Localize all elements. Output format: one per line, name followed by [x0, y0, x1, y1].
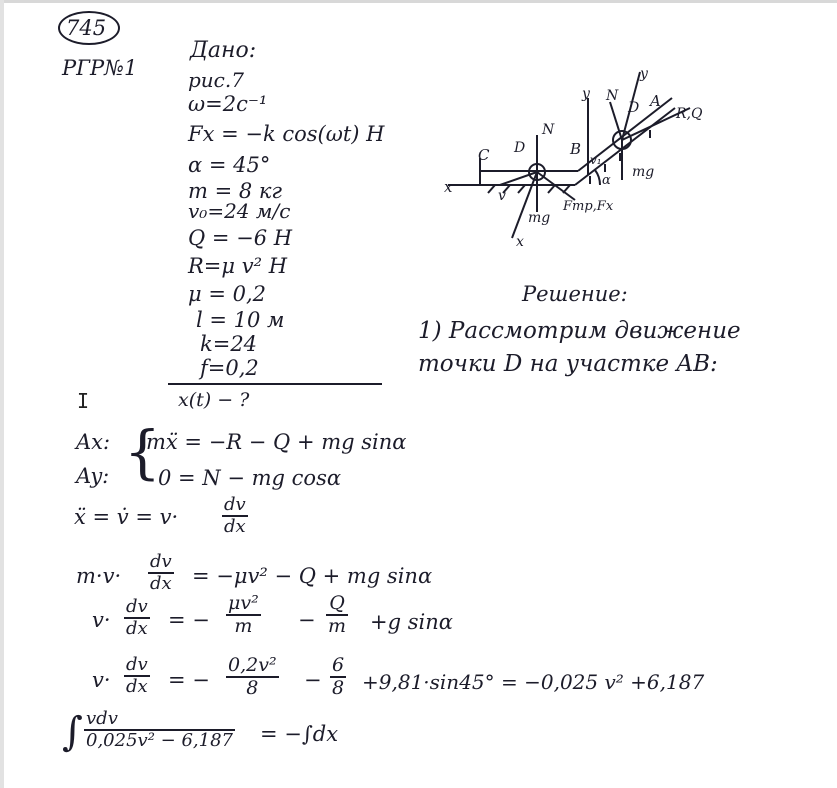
eq5-minus: − [298, 608, 316, 632]
eq6-coef-v2: 0,2v² [228, 654, 277, 676]
eq5-m2: m [328, 614, 347, 637]
eq5-left: v· [92, 608, 111, 632]
given-line-f: f=0,2 [200, 356, 259, 380]
eq3-den: dx [224, 515, 246, 537]
eq6-eight-b: 8 [332, 676, 345, 699]
label-rq: R,Q [676, 106, 703, 122]
integral-right: = −∫dx [260, 722, 339, 746]
given-line-l: l = 10 м [196, 308, 285, 332]
label-friction-force: Fтр,Fx [563, 199, 614, 214]
integral-fraction [84, 710, 235, 751]
system-eq2: 0 = N − mg cosα [158, 466, 342, 490]
integral-num: vdv [84, 710, 235, 731]
eq5-fraction-muv2 [226, 594, 261, 637]
given-line-fig: рис.7 [188, 68, 244, 92]
eq5-tail: +g sinα [370, 610, 453, 634]
eq4-right: = −μv² − Q + mg sinα [192, 564, 433, 588]
eq5-num: dv [126, 596, 148, 617]
ax-label: Ax: [76, 430, 111, 454]
label-d-right: D [628, 100, 640, 116]
ay-label: Ay: [76, 464, 110, 488]
eq5-q: Q [326, 594, 348, 616]
label-mg-right: mg [632, 164, 655, 180]
eq4-fraction [148, 553, 174, 594]
eq5-muv2: μv² [228, 592, 259, 614]
angle-arc [595, 170, 600, 185]
given-title: Дано: [190, 38, 257, 63]
label-mg-left: mg [528, 210, 551, 226]
problem-number: 745 [66, 16, 107, 40]
label-v1: v₁ [590, 153, 602, 167]
eq6-minus: − [304, 668, 322, 692]
integral-sign: ∫ [62, 709, 83, 755]
eq5-den: dx [126, 617, 148, 639]
given-line-alpha: α = 45° [188, 153, 271, 177]
find-line: x(t) − ? [178, 389, 250, 411]
eq4-left: m·v· [76, 564, 122, 588]
integral-den: 0,025v² − 6,187 [86, 729, 233, 751]
given-line-r: R=μ v² H [188, 254, 288, 278]
given-line-mu: μ = 0,2 [188, 282, 266, 306]
label-n-right: N [606, 88, 619, 104]
eq5-fraction-dvdx [124, 598, 150, 639]
label-d-left: D [514, 140, 526, 156]
label-x-inclined: x [516, 234, 524, 250]
eq6-num: dv [126, 654, 148, 675]
x-axis-inclined [512, 172, 537, 238]
eq6-den: dx [126, 675, 148, 697]
label-y-incline: y [640, 66, 648, 82]
hatch [488, 185, 495, 193]
label-v: v [498, 188, 506, 204]
solution-step1-line1: 1) Рассмотрим движение [418, 318, 741, 344]
eq5-m1: m [234, 614, 253, 637]
eq6-fraction-dvdx [124, 656, 150, 697]
given-line-q: Q = −6 H [188, 226, 293, 250]
given-line-mass: m = 8 кг [188, 179, 283, 203]
eq4-den: dx [150, 572, 172, 594]
system-brace: { [124, 418, 161, 486]
eq6-eight-a: 8 [246, 676, 259, 699]
label-alpha: α [602, 173, 611, 188]
label-x-horizontal: x [444, 178, 453, 196]
eq6-fraction-six [330, 656, 346, 699]
eq6-tail: +9,81·sin45° = −0,025 v² +6,187 [362, 670, 705, 694]
given-line-k: k=24 [200, 332, 258, 356]
given-line-v0: v₀=24 м/с [188, 199, 291, 223]
hatch [518, 185, 525, 193]
eq3-fraction [222, 496, 248, 537]
eq5-mid: = − [168, 608, 210, 632]
eq6-mid: = − [168, 668, 210, 692]
eq5-fraction-qm [326, 594, 348, 637]
label-n-left: N [542, 122, 555, 138]
work-label: РГР№1 [62, 56, 138, 80]
system-eq1: mẍ = −R − Q + mg sinα [146, 430, 407, 454]
hatch [548, 185, 555, 193]
solution-step1-line2: точки D на участке AB: [418, 351, 718, 377]
label-b: B [570, 140, 582, 158]
label-c: C [478, 146, 490, 164]
solution-title: Решение: [522, 282, 628, 306]
given-line-omega: ω=2с⁻¹ [188, 92, 268, 116]
label-y-vertical: y [582, 86, 590, 102]
eq3-num: dv [224, 494, 246, 515]
given-line-force: Fx = −k cos(ωt) H [188, 122, 385, 146]
eq6-six: 6 [332, 654, 345, 676]
eq6-left: v· [92, 668, 111, 692]
eq3-left: ẍ = v̇ = v· [74, 505, 179, 529]
eq6-fraction-coef [226, 656, 279, 699]
inclined-surface [575, 108, 675, 185]
text-cursor-icon: I [77, 389, 90, 413]
eq4-num: dv [150, 551, 172, 572]
label-a: A [650, 92, 661, 110]
